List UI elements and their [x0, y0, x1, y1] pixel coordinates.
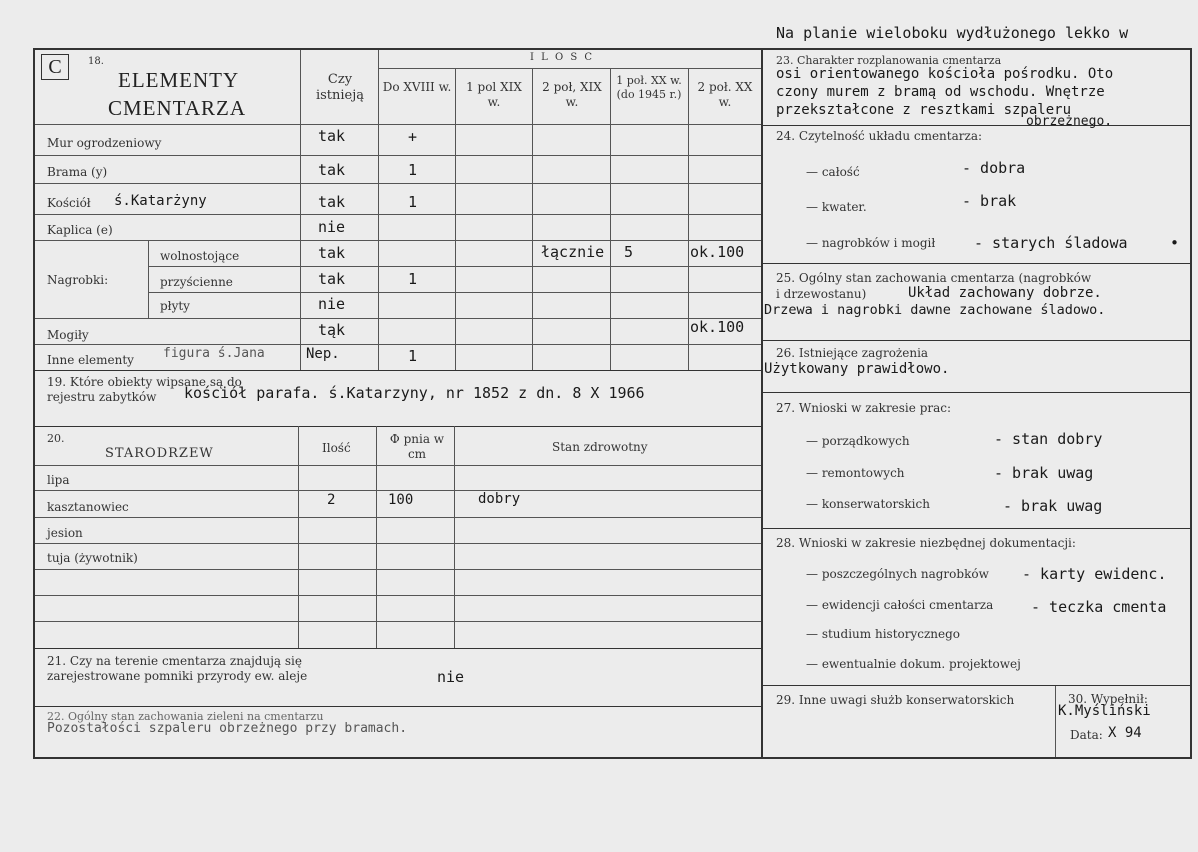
- row-val-mogily-5: ok.100: [690, 318, 745, 336]
- row-typed-inne: figura ś.Jana: [163, 346, 265, 361]
- section-30-date-label: Data:: [1070, 728, 1103, 742]
- row-exists-inne: Nep.: [306, 346, 340, 362]
- section-27-label: 27. Wnioski w zakresie prac:: [776, 401, 952, 415]
- section-30-date-value: X 94: [1108, 725, 1142, 741]
- row-exists-kosciol: tak: [318, 193, 346, 211]
- section-30-label: 30. Wypełnił:: [1068, 692, 1148, 706]
- row-label-kaplica: Kaplica (e): [47, 223, 113, 237]
- tree-name-lipa: lipa: [47, 473, 70, 487]
- s24-item-label-nagrobkow: — nagrobków i mogił: [806, 236, 936, 250]
- section-19-label-1: 19. Które obiekty wipsane są do: [47, 375, 242, 389]
- section-21-label-2: zarejestrowane pomniki przyrody ew. aleje: [47, 669, 308, 683]
- nagrobki-plyty-exists: nie: [318, 295, 346, 313]
- nagrobki-plyty-label: płyty: [160, 299, 190, 313]
- s27-item-value-porzadkowych: - stan dobry: [994, 430, 1103, 448]
- period-col-1: Do XVIII w.: [382, 80, 452, 94]
- s24-item-value-calosc: - dobra: [962, 159, 1026, 177]
- tree-name-jesion: jesion: [47, 526, 83, 540]
- period-col-4: 1 poł. XX w. (do 1945 r.): [616, 74, 682, 101]
- row-label-brama: Brama (y): [47, 165, 108, 179]
- row-exists-kaplica: nie: [318, 218, 346, 236]
- s24-item-value-nagrobkow: - starych śladowa: [974, 234, 1128, 252]
- nagrobki-label: Nagrobki:: [47, 273, 109, 287]
- row-val-mur-1: +: [408, 128, 418, 146]
- section-24-label: 24. Czytelność układu cmentarza:: [776, 129, 983, 143]
- tree-diameter-kasztanowiec: 100: [388, 492, 414, 508]
- nagrobki-wolnostojace-exists: tak: [318, 244, 346, 262]
- section-26-value: Użytkowany prawidłowo.: [764, 361, 950, 377]
- tree-name-kasztanowiec: kasztanowiec: [47, 500, 129, 514]
- s28-item-value-nagrobkow: - karty ewidenc.: [1022, 565, 1167, 583]
- trees-col-stan: Stan zdrowotny: [552, 440, 648, 454]
- section-21-value: nie: [437, 668, 465, 686]
- s24-item-value-kwater: - brak: [962, 192, 1017, 210]
- section-25-value-1: Układ zachowany dobrze.: [908, 285, 1102, 301]
- row-label-mogily: Mogiły: [47, 328, 89, 342]
- section-18-title-1: ELEMENTY: [118, 68, 240, 92]
- col-exists-header: Czy istnieją: [315, 72, 365, 103]
- section-22-label: 22. Ogólny stan zachowania zieleni na cmentarzu: [47, 710, 324, 723]
- nagrobki-wolnostojace-val-4: 5: [624, 243, 634, 261]
- section-28-label: 28. Wnioski w zakresie niezbędnej dokumentacji:: [776, 536, 1076, 550]
- nagrobki-wolnostojace-val-5: ok.100: [690, 243, 745, 261]
- row-label-kosciol: Kościół: [47, 196, 91, 210]
- nagrobki-przyscienne-label: przyścienne: [160, 275, 233, 289]
- row-val-inne-1: 1: [408, 347, 418, 365]
- s27-item-value-konserwatorskich: - brak uwag: [1003, 497, 1103, 515]
- tree-health-kasztanowiec: dobry: [478, 491, 521, 507]
- card-code-letter: C: [41, 54, 69, 80]
- section-29-label: 29. Inne uwagi służb konserwatorskich: [776, 693, 1015, 707]
- period-col-2: 1 pol XIX w.: [466, 80, 522, 109]
- row-exists-mur: tak: [318, 127, 346, 145]
- s28-item-value-ewidencji: - teczka cmenta: [1031, 598, 1167, 616]
- section-25-label-2: i drzewostanu): [776, 287, 867, 301]
- section-22-value: Pozostałości szpaleru obrzeżnego przy bramach.: [47, 721, 408, 736]
- section-21-label-1: 21. Czy na terenie cmentarza znajdują się: [47, 654, 302, 668]
- section-25-label-1: 25. Ogólny stan zachowania cmentarza (nagrobków: [776, 271, 1092, 285]
- s27-item-label-remontowych: — remontowych: [806, 466, 905, 480]
- trees-col-pnia: Φ pnia w cm: [389, 432, 445, 461]
- section-20-title: STARODRZEW: [105, 446, 214, 461]
- section-19-label-2: rejestru zabytków: [47, 390, 157, 404]
- row-val-kosciol-1: 1: [408, 193, 418, 211]
- period-col-3: 2 poł, XIX w.: [542, 80, 602, 109]
- section-26-label: 26. Istniejące zagrożenia: [776, 346, 929, 360]
- section-23-label: 23. Charakter rozplanowania cmentarza: [776, 54, 1002, 67]
- trees-col-ilosc: Ilość: [322, 441, 351, 455]
- s28-item-label-nagrobkow: — poszczególnych nagrobków: [806, 567, 989, 581]
- s28-item-label-ewidencji: — ewidencji całości cmentarza: [806, 598, 994, 612]
- nagrobki-przyscienne-val-1: 1: [408, 270, 418, 288]
- s28-item-label-studium: — studium historycznego: [806, 627, 961, 641]
- s24-item-mark: •: [1170, 234, 1180, 252]
- s27-item-value-remontowych: - brak uwag: [994, 464, 1094, 482]
- s24-item-label-kwater: — kwater.: [806, 200, 867, 214]
- section-20-number: 20.: [47, 432, 65, 445]
- section-23-extra: obrzeżnego.: [1026, 114, 1113, 129]
- section-23-line-1: osi orientowanego kościoła pośrodku. Oto: [776, 66, 1114, 82]
- row-val-brama-1: 1: [408, 161, 418, 179]
- row-exists-mogily: tąk: [318, 321, 346, 339]
- section-25-value-2: Drzewa i nagrobki dawne zachowane śladowo.: [764, 302, 1106, 318]
- nagrobki-wolnostojace-val-3: łącznie: [541, 243, 605, 261]
- section-23-line-3: przekształcone z resztkami szpaleru: [776, 102, 1072, 118]
- s27-item-label-porzadkowych: — porządkowych: [806, 434, 910, 448]
- section-23-line-2: czony murem z bramą od wschodu. Wnętrze: [776, 84, 1105, 100]
- s27-item-label-konserwatorskich: — konserwatorskich: [806, 497, 930, 511]
- period-col-5: 2 poł. XX w.: [697, 80, 753, 109]
- section-18-number: 18.: [88, 56, 104, 67]
- row-exists-brama: tak: [318, 161, 346, 179]
- section-30-name: K.Myśliński: [1058, 703, 1151, 719]
- nagrobki-przyscienne-exists: tak: [318, 270, 346, 288]
- ilosc-header: I L O S C: [530, 52, 595, 63]
- nagrobki-wolnostojace-label: wolnostojące: [160, 249, 240, 263]
- tree-count-kasztanowiec: 2: [327, 492, 336, 508]
- row-label-mur: Mur ogrodzeniowy: [47, 136, 162, 150]
- row-typed-kosciol: ś.Katarżyny: [114, 193, 207, 209]
- section-18-title-2: CMENTARZA: [108, 96, 246, 120]
- top-note: Na planie wieloboku wydłużonego lekko w: [776, 24, 1129, 42]
- row-label-inne: Inne elementy: [47, 353, 134, 367]
- s24-item-label-calosc: — całość: [806, 165, 860, 179]
- section-19-value: kościół parafa. ś.Katarzyny, nr 1852 z dn. 8 X 1966: [184, 384, 645, 402]
- tree-name-tuja: tuja (żywotnik): [47, 551, 138, 565]
- s28-item-label-projektowej: — ewentualnie dokum. projektowej: [806, 657, 1021, 671]
